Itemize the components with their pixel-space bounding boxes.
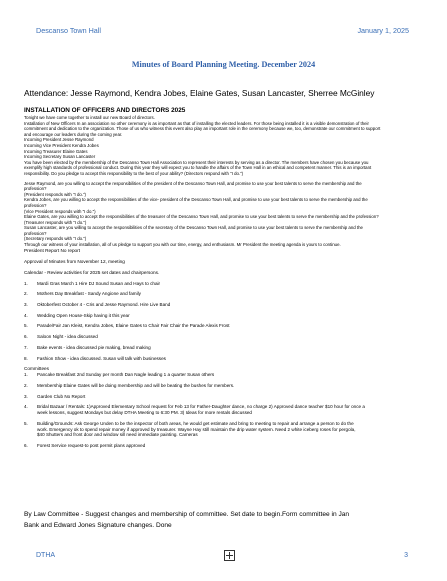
- list-item: 6. Saloon Night - idea discussed: [24, 334, 98, 340]
- list-item: 2. Mothers Day Breakfast - Sandy Angione and family: [24, 291, 141, 297]
- body-line: (Secretary responds with "I do."): [24, 236, 87, 242]
- list-item: 4. Wedding Open House-Skip having it this year: [24, 312, 130, 318]
- installation-heading: INSTALLATION OF OFFICERS AND DIRECTORS 2025: [24, 107, 186, 114]
- committees-list: [24, 372, 430, 448]
- list-item: 2. Membership Elaine Gates will be doing membership and will be beating the bushes for members.: [24, 382, 235, 388]
- list-item: 6. Forest Service request-to post permit plans approved: [24, 442, 146, 448]
- body-line: Kendra Jobes, are you willing to accept the responsibilities of the vice- president of the Descanso Town Hall, and promise to use your best talents to serve the membership and the: [24, 197, 368, 203]
- list-item: 5. Building/Grounds: Ask George Unden to be the inspector of both areas, he would get estimate and bring to meeting to repair and arrange a person to do the work. Emergency ok to spend repair money if approved by treasurer. Wayne Hay still maintain the drip water system. Need 2 white iceberg roses for pergola, $40 Shutters and front door and window sill need immediate painting. Cameras: [24, 420, 356, 438]
- page-header: [36, 26, 411, 38]
- bylaw-section: [24, 510, 430, 531]
- body-line: You have been elected by the membership of the Descanso Town Hall Association to represent their interests by serving as a director. The members have chosen you because you: [24, 159, 369, 165]
- president-report: President Report No report: [24, 247, 81, 253]
- body-line: (Vice President responds with "I do."): [24, 208, 96, 214]
- body-line: Elaine Gates, are you willing to accept the responsibilities of the treasurer of the Descanso Town Hall, and promise to use your best talents to serve the membership and the profession?: [24, 214, 379, 220]
- list-item: 8. Fashion Show - idea discussed. Susan will talk with businesses: [24, 355, 166, 361]
- body-line: profession?: [24, 230, 47, 236]
- installation-intro: [24, 115, 430, 177]
- body-line: Incoming President Jesse Raymond: [24, 137, 94, 143]
- attendance-line: Attendance: Jesse Raymond, Kendra Jobes, Elaine Gates, Susan Lancaster, Sherree McGinley: [24, 88, 375, 98]
- page-footer: [36, 550, 411, 564]
- calendar-heading: Calendar - Review activities for 2025 set dates and chairpersons.: [24, 269, 160, 275]
- list-item: 7. Bake events - idea discussed pie making, bread making: [24, 344, 151, 350]
- body-line: and encourage our leaders during the coming year.: [24, 131, 123, 137]
- body-line: Susan Lancaster, are you willing to accept the responsibilities of the secretary of the Descanso Town Hall, and promise to use your best talents to serve the membership and the: [24, 225, 363, 231]
- body-line: (Treasurer responds with "I do."): [24, 219, 87, 225]
- body-line: Incoming Vice President Kendra Jobes: [24, 142, 99, 148]
- header-date: January 1, 2025: [357, 26, 409, 35]
- move-cross-icon[interactable]: [224, 550, 235, 561]
- list-item: 3. Garden Club No Report: [24, 393, 86, 399]
- body-line: commitment and dedication to the organization. Those of us who witness this event also play an important role in the ceremony because we, too, demonstrate our commitment to support: [24, 126, 381, 132]
- calendar-list: [24, 281, 430, 362]
- committees-heading: Committees: [24, 366, 50, 372]
- body-line: (President responds with "I do."): [24, 191, 86, 197]
- document-body: [24, 107, 430, 449]
- body-line: Through our witness of your installation, all of us pledge to support you with our time, energy, and enthusiasm. Mr President the meeting agenda is yours to continue.: [24, 242, 341, 248]
- body-line: Installation of New Officers In an association no other ceremony is as important as that of installing the elected leaders. For those being installed it is a visible demonstration of their: [24, 120, 369, 126]
- installation-pledges: [24, 181, 430, 248]
- body-line: Incoming Treasurer Elaine Gates: [24, 148, 88, 154]
- bank-line: Bank and Edward Jones Signature changes. Done: [24, 521, 172, 529]
- bylaw-line: By Law Committee - Suggest changes and membership of committee. Set date to begin.Form committee in Jan: [24, 511, 350, 518]
- list-item: 1. Mardi Gras March 1 Hire DJ Sound Susan and Hays to chair: [24, 280, 161, 286]
- list-item: 4. Bridal Bazaar / Rentals: 1)Approved Elementary School request for Feb 13 for Father-Daughter dance, no charge 2) Approved dance teacher $10 hour for once a week lessons, suggest Mondays but delay DTHA Meeting to 6:30 PM. 3) Ideas for more rentals discussed: [24, 404, 365, 416]
- document-title: Minutes of Board Planning Meeting. December 2024: [131, 60, 316, 69]
- footer-label: DTHA: [36, 552, 56, 559]
- list-item: 1. Pancake Breakfast 2nd Sunday per month Dan Nagle leading 1 a quarter Susan others: [24, 372, 215, 378]
- body-line: Jesse Raymond, are you willing to accept the responsibilities of the president of the Descanso Town Hall, and promise to use your best talents to serve the membership and the: [24, 180, 362, 186]
- approval-of-minutes: Approval of Minutes from November 12, meeting: [24, 258, 125, 264]
- body-line: profession?: [24, 186, 47, 192]
- list-item: 5. Parade/Fair Jan Kleist, Kendra Jobes, Elaine Gates to Chair Fair Chair the Parade Alexis Frost: [24, 323, 230, 329]
- list-item: 3. Oktoberfest October 4 - Cris and Jesse Raymond. Hire Live Band: [24, 302, 171, 308]
- body-line: profession?: [24, 202, 47, 208]
- header-org: Descanso Town Hall: [36, 26, 101, 35]
- page-number: 3: [404, 552, 408, 559]
- body-line: Incoming Secretary Susan Lancaster: [24, 154, 96, 160]
- body-line: responsibility. Do you pledge to accept this responsibility to the best of your ability? (Directors respond with "I do."): [24, 170, 244, 176]
- body-line: Tonight we have come together to install our new Board of directors.: [24, 115, 155, 120]
- body-line: exemplify high standards of professional conduct. During this year they will expect you to handle the affairs of the Town Hall in an ethical and competent manner. This is an important: [24, 165, 372, 171]
